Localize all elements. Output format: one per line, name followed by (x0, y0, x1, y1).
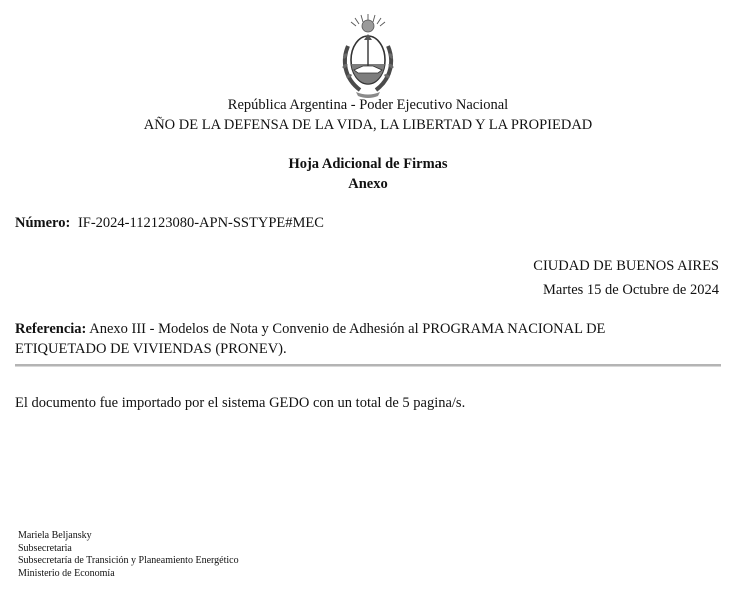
signature-block (18, 530, 239, 580)
signer-office: Subsecretaría de Transición y Planeamiento Energético (18, 555, 239, 566)
signer-ministry: Ministerio de Economía (18, 567, 115, 579)
government-name: República Argentina - Poder Ejecutivo Nacional (227, 97, 509, 113)
document-date: Martes 15 de Octubre de 2024 (543, 282, 719, 298)
section-divider (15, 364, 721, 367)
argentina-coat-of-arms-icon (336, 12, 400, 98)
signer-position: Subsecretaria (18, 542, 72, 554)
document-subtitle: Anexo (348, 176, 388, 192)
document-city: CIUDAD DE BUENOS AIRES (533, 258, 719, 274)
government-motto: AÑO DE LA DEFENSA DE LA VIDA, LA LIBERTAD Y LA PROPIEDAD (143, 117, 593, 133)
document-number-label: Número: (15, 215, 71, 231)
document-body-text: El documento fue importado por el sistema GEDO con un total de 5 pagina/s. (15, 395, 466, 411)
document-reference-value: Anexo III - Modelos de Nota y Convenio de Adhesión al PROGRAMA NACIONAL DE ETIQUETADO DE VIVIENDAS (PRONEV). (15, 321, 606, 357)
document-number (15, 215, 324, 232)
document-number-value: IF-2024-112123080-APN-SSTYPE#MEC (77, 215, 324, 231)
document-reference (15, 319, 695, 359)
document-title: Hoja Adicional de Firmas (288, 156, 448, 172)
document-reference-label: Referencia: (15, 321, 87, 337)
signer-name: Mariela Beljansky (18, 530, 92, 541)
